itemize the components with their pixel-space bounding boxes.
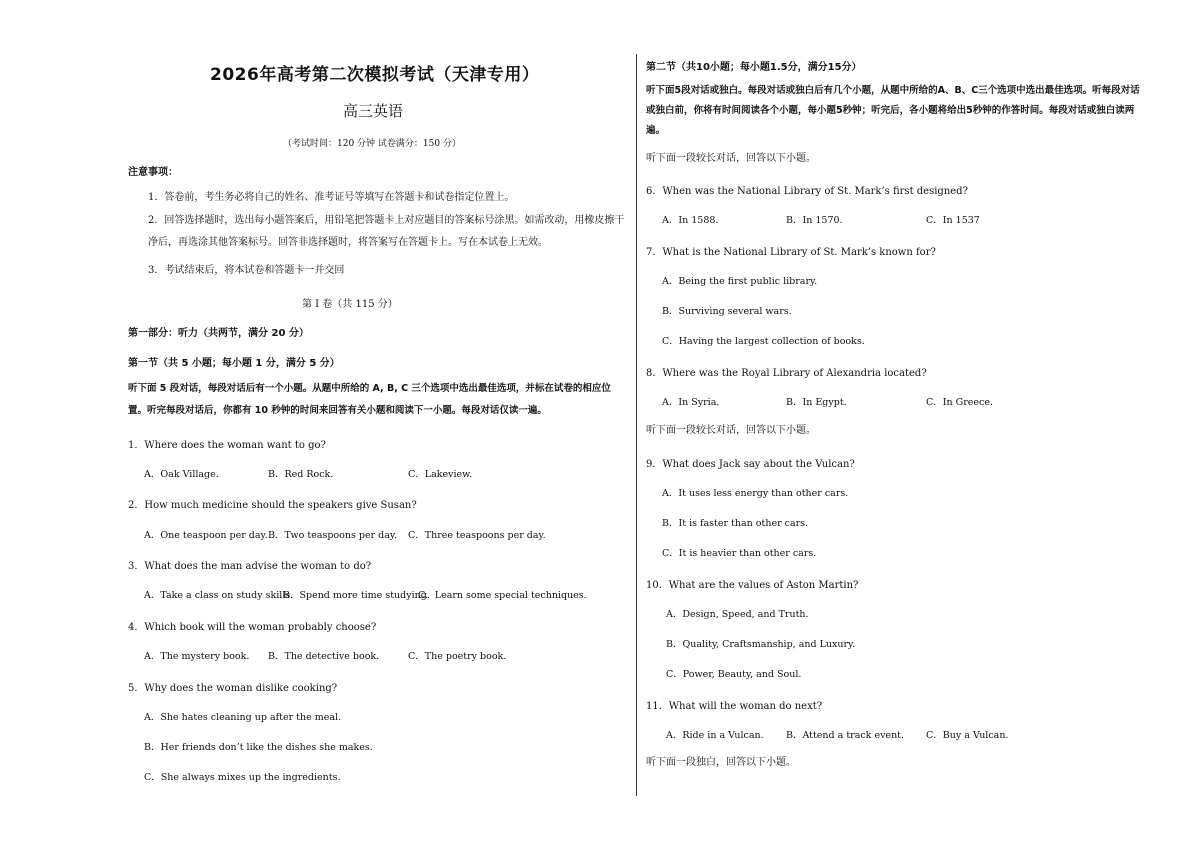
q5-option-c: C．She always mixes up the ingredients. xyxy=(144,772,341,783)
question-5: 5．Why does the woman dislike cooking? xyxy=(128,683,338,694)
q5-option-a: A．She hates cleaning up after the meal. xyxy=(144,712,342,723)
question-1: 1．Where does the woman want to go? xyxy=(128,440,326,451)
lead-dialogue-2: 听下面一段较长对话，回答以下小题。 xyxy=(646,425,816,436)
question-11: 11．What will the woman do next? xyxy=(646,701,823,712)
q1-option-c: C．Lakeview. xyxy=(408,469,473,480)
q10-option-c: C．Power, Beauty, and Soul. xyxy=(666,669,802,680)
notice-item-2: 2．回答选择题时，选出每小题答案后，用铅笔把答题卡上对应题目的答案标号涂黑。如需改动，用橡皮擦干净后，再选涂其他答案标号。回答非选择题时，将答案写在答题卡上。写在本试卷上无效。 xyxy=(148,215,625,248)
question-6: 6．When was the National Library of St. Mark’s first designed? xyxy=(646,186,968,197)
q7-option-c: C．Having the largest collection of books. xyxy=(662,336,865,347)
q9-option-b: B．It is faster than other cars. xyxy=(662,518,809,529)
notice-heading: 注意事项： xyxy=(128,167,178,178)
q6-option-c: C．In 1537 xyxy=(926,215,980,226)
exam-subtitle: 高三英语 xyxy=(343,102,404,120)
lead-dialogue-1: 听下面一段较长对话，回答以下小题。 xyxy=(646,153,816,164)
q10-option-b: B．Quality, Craftsmanship, and Luxury. xyxy=(666,639,856,650)
lead-monologue: 听下面一段独白，回答以下小题。 xyxy=(646,757,796,768)
volume-heading: 第 Ⅰ 卷（共 115 分） xyxy=(302,299,398,310)
part1-heading: 第一部分：听力（共两节，满分 20 分） xyxy=(128,328,309,339)
q7-option-b: B．Surviving several wars. xyxy=(662,306,792,317)
q8-option-c: C．In Greece. xyxy=(926,397,993,408)
q2-option-b: B．Two teaspoons per day. xyxy=(268,530,397,541)
q9-option-c: C．It is heavier than other cars. xyxy=(662,548,817,559)
question-2: 2．How much medicine should the speakers give Susan? xyxy=(128,500,417,511)
q1-option-b: B．Red Rock. xyxy=(268,469,334,480)
q4-option-a: A．The mystery book. xyxy=(144,651,250,662)
section1-heading: 第一节（共 5 小题；每小题 1 分，满分 5 分） xyxy=(128,358,340,369)
q11-option-b: B．Attend a track event. xyxy=(786,730,905,741)
q3-option-c: C．Learn some special techniques. xyxy=(418,590,587,601)
column-divider xyxy=(636,54,637,796)
question-10: 10．What are the values of Aston Martin? xyxy=(646,580,859,591)
q10-option-a: A．Design, Speed, and Truth. xyxy=(666,609,809,620)
q2-option-a: A．One teaspoon per day. xyxy=(144,530,268,541)
q6-option-a: A．In 1588. xyxy=(662,215,719,226)
q5-option-b: B．Her friends don’t like the dishes she makes. xyxy=(144,742,373,753)
q8-option-b: B．In Egypt. xyxy=(786,397,847,408)
q2-option-c: C．Three teaspoons per day. xyxy=(408,530,546,541)
exam-title: 2026年高考第二次模拟考试（天津专用） xyxy=(210,65,540,85)
q1-option-a: A．Oak Village. xyxy=(144,469,219,480)
q3-option-a: A．Take a class on study skills. xyxy=(144,590,294,601)
section2-instruction: 听下面5段对话或独白。每段对话或独白后有几个小题，从题中所给的A、B、C三个选项中选出最佳选项。听每段对话或独白前，你将有时间阅读各个小题，每小题5秒钟；听完后，各小题将给出5秒钟的作答时间。每段对话或独白读两遍。 xyxy=(646,85,1140,136)
q11-option-c: C．Buy a Vulcan. xyxy=(926,730,1009,741)
q3-option-b: B．Spend more time studying. xyxy=(283,590,430,601)
notice-item-1: 1．答卷前，考生务必将自己的姓名、准考证号等填写在答题卡和试卷指定位置上。 xyxy=(148,192,515,203)
question-7: 7．What is the National Library of St. Mark’s known for? xyxy=(646,247,936,258)
q6-option-b: B．In 1570. xyxy=(786,215,843,226)
q9-option-a: A．It uses less energy than other cars. xyxy=(662,488,849,499)
q8-option-a: A．In Syria. xyxy=(662,397,720,408)
q4-option-b: B．The detective book. xyxy=(268,651,380,662)
section2-heading: 第二节（共10小题；每小题1.5分，满分15分） xyxy=(646,62,862,73)
question-8: 8．Where was the Royal Library of Alexandria located? xyxy=(646,368,927,379)
exam-meta: （考试时间：120 分钟 试卷满分：150 分） xyxy=(283,139,461,149)
q7-option-a: A．Being the first public library. xyxy=(662,276,818,287)
q11-option-a: A．Ride in a Vulcan. xyxy=(666,730,764,741)
question-9: 9．What does Jack say about the Vulcan? xyxy=(646,459,855,470)
section1-instruction: 听下面 5 段对话，每段对话后有一个小题。从题中所给的 A, B, C 三个选项中选出最佳选项，并标在试卷的相应位置。听完每段对话后，你都有 10 秒钟的时间来回答有关小题和阅读下一小题。每段对话仅读一遍。 xyxy=(128,383,611,416)
question-4: 4．Which book will the woman probably choose? xyxy=(128,622,377,633)
question-3: 3．What does the man advise the woman to do? xyxy=(128,561,372,572)
q4-option-c: C．The poetry book. xyxy=(408,651,507,662)
notice-item-3: 3．考试结束后，将本试卷和答题卡一并交回 xyxy=(148,265,345,276)
